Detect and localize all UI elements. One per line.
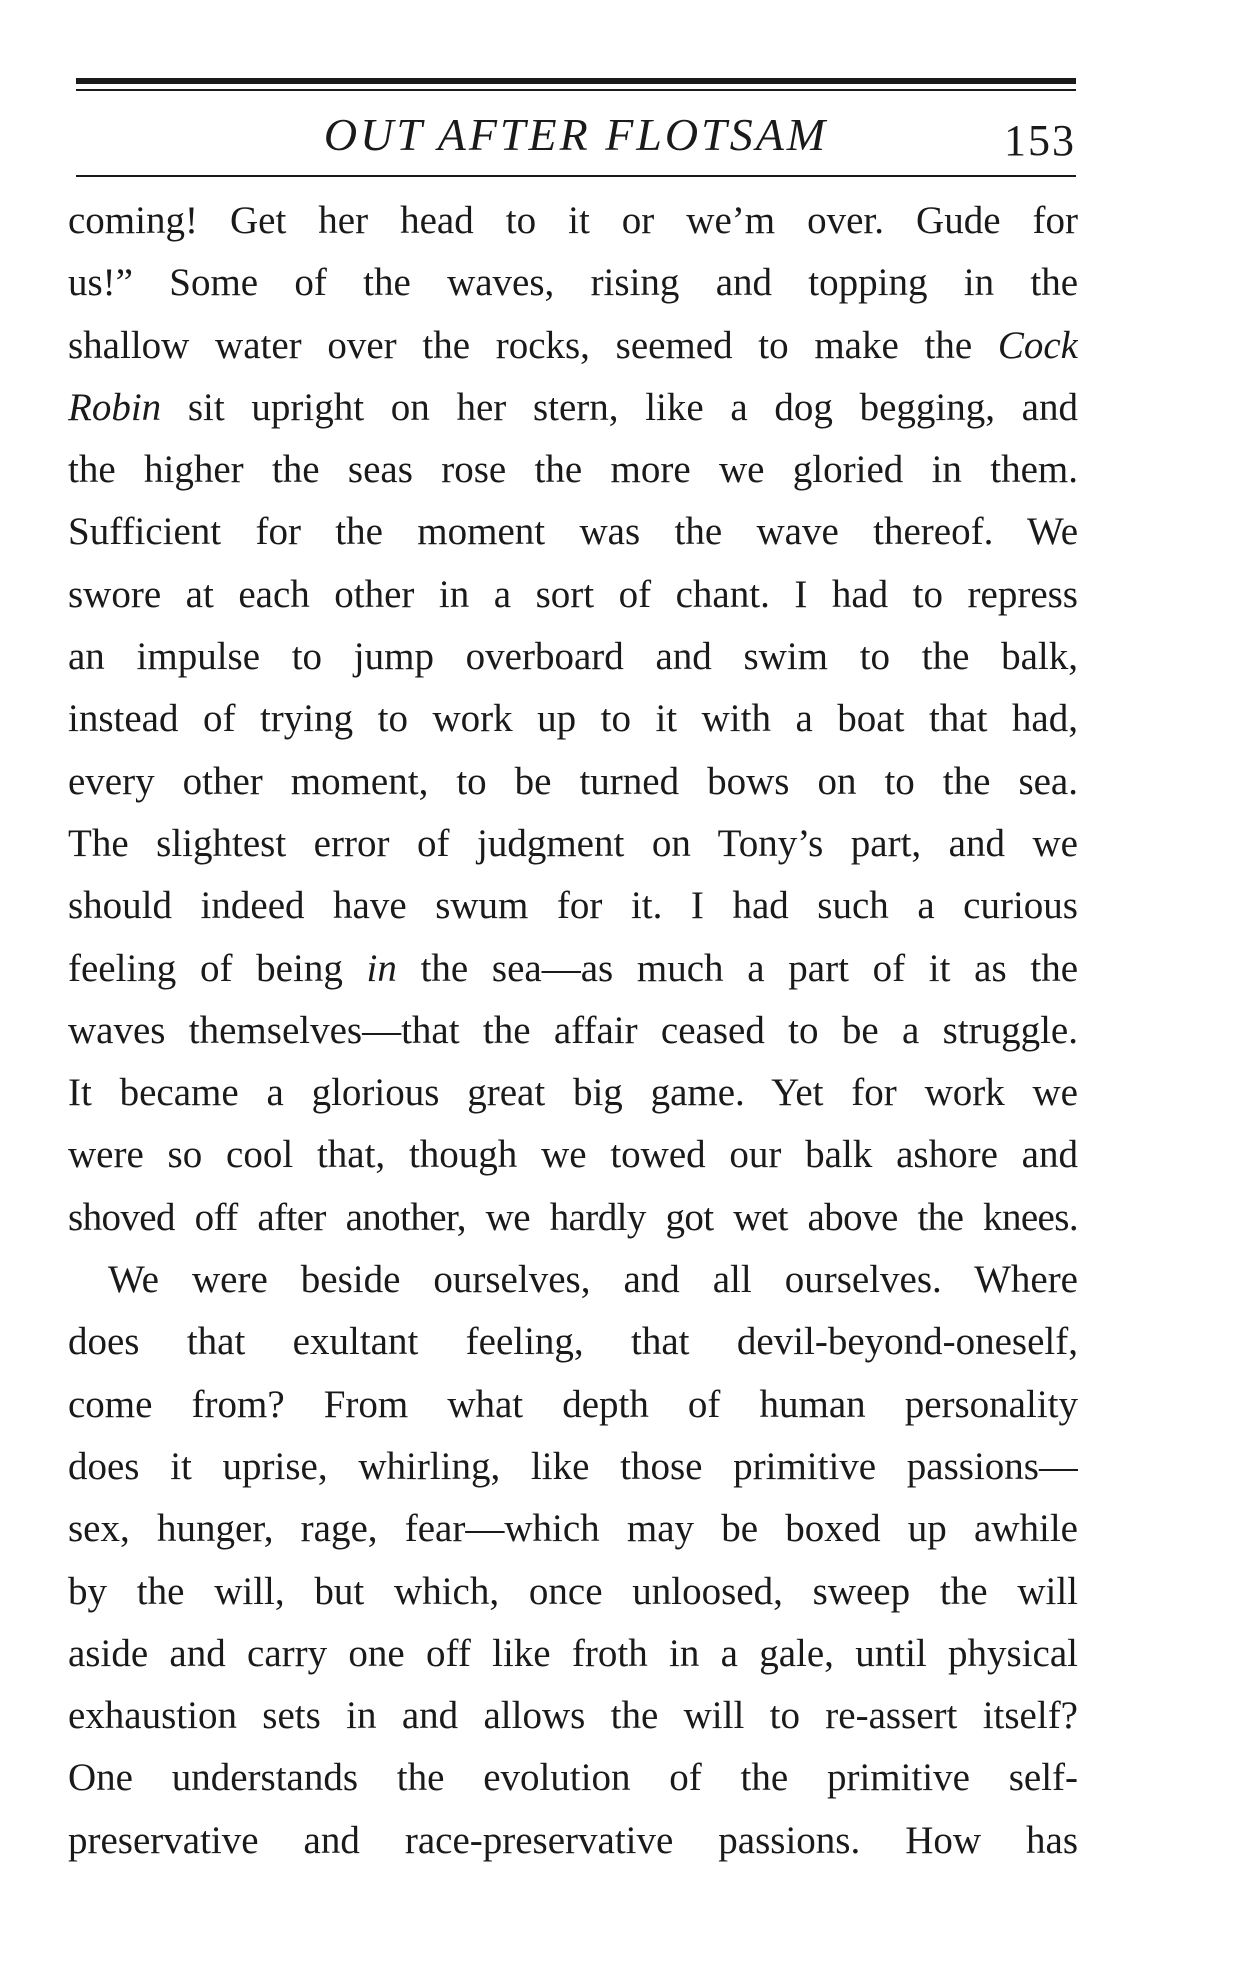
text-line: every other moment, to be turned bows on to the sea. (68, 759, 1078, 803)
text-line: The slightest error of judgment on Tony’s part, and we (68, 821, 1078, 865)
text-line: swore at each other in a sort of chant. I had to repress (68, 572, 1078, 616)
running-title: OUT AFTER FLOTSAM (323, 109, 829, 160)
body-text (68, 190, 1078, 1872)
text-line: us!” Some of the waves, rising and topping in the (68, 261, 1078, 305)
text-line: instead of trying to work up to it with a boat that had, (68, 697, 1078, 741)
text-line: It became a glorious great big game. Yet for work we (68, 1071, 1078, 1115)
text-line: waves themselves—that the affair ceased to be a struggle. (68, 1008, 1078, 1052)
paragraph-start-line: We were beside ourselves, and all ourselves. Where (108, 1258, 1078, 1302)
italic-ship-name: Cock (997, 323, 1078, 367)
text-line: feeling of being in the sea—as much a part of it as the (68, 946, 1078, 990)
text-line: does it uprise, whirling, like those primitive passions— (68, 1444, 1078, 1488)
italic-emphasis: in (366, 946, 397, 990)
text-line: shallow water over the rocks, seemed to make the Cock (68, 323, 1078, 367)
text-line: Sufficient for the moment was the wave thereof. We (68, 510, 1078, 554)
text-line: Robin sit upright on her stern, like a dog begging, and (68, 385, 1078, 429)
text-line: were so cool that, though we towed our balk ashore and (68, 1133, 1078, 1177)
text-line: the higher the seas rose the more we gloried in them. (68, 448, 1078, 492)
page-number: 153 (1004, 116, 1076, 165)
text-line: an impulse to jump overboard and swim to the balk, (68, 635, 1078, 679)
top-rule-thin (76, 89, 1076, 91)
text-line: should indeed have swum for it. I had such a curious (68, 884, 1078, 928)
text-line: sex, hunger, rage, fear—which may be boxed up awhile (68, 1507, 1078, 1551)
top-rule-thick (76, 78, 1076, 84)
text-line: does that exultant feeling, that devil-beyond-oneself, (68, 1320, 1078, 1364)
text-line: come from? From what depth of human personality (68, 1382, 1078, 1426)
text-line: One understands the evolution of the primitive self- (68, 1756, 1078, 1800)
running-head (76, 102, 1076, 168)
text-line: aside and carry one off like froth in a gale, until physical (68, 1631, 1078, 1675)
header-rule (76, 175, 1076, 177)
text-line: shoved off after another, we hardly got wet above the knees. (68, 1195, 1078, 1239)
text-line: exhaustion sets in and allows the will to re-assert itself? (68, 1694, 1078, 1738)
italic-ship-name: Robin (68, 385, 162, 429)
text-line: preservative and race-preservative passions. How has (68, 1818, 1078, 1862)
text-line: by the will, but which, once unloosed, sweep the will (68, 1569, 1078, 1613)
text-line: coming! Get her head to it or we’m over. Gude for (68, 199, 1078, 242)
